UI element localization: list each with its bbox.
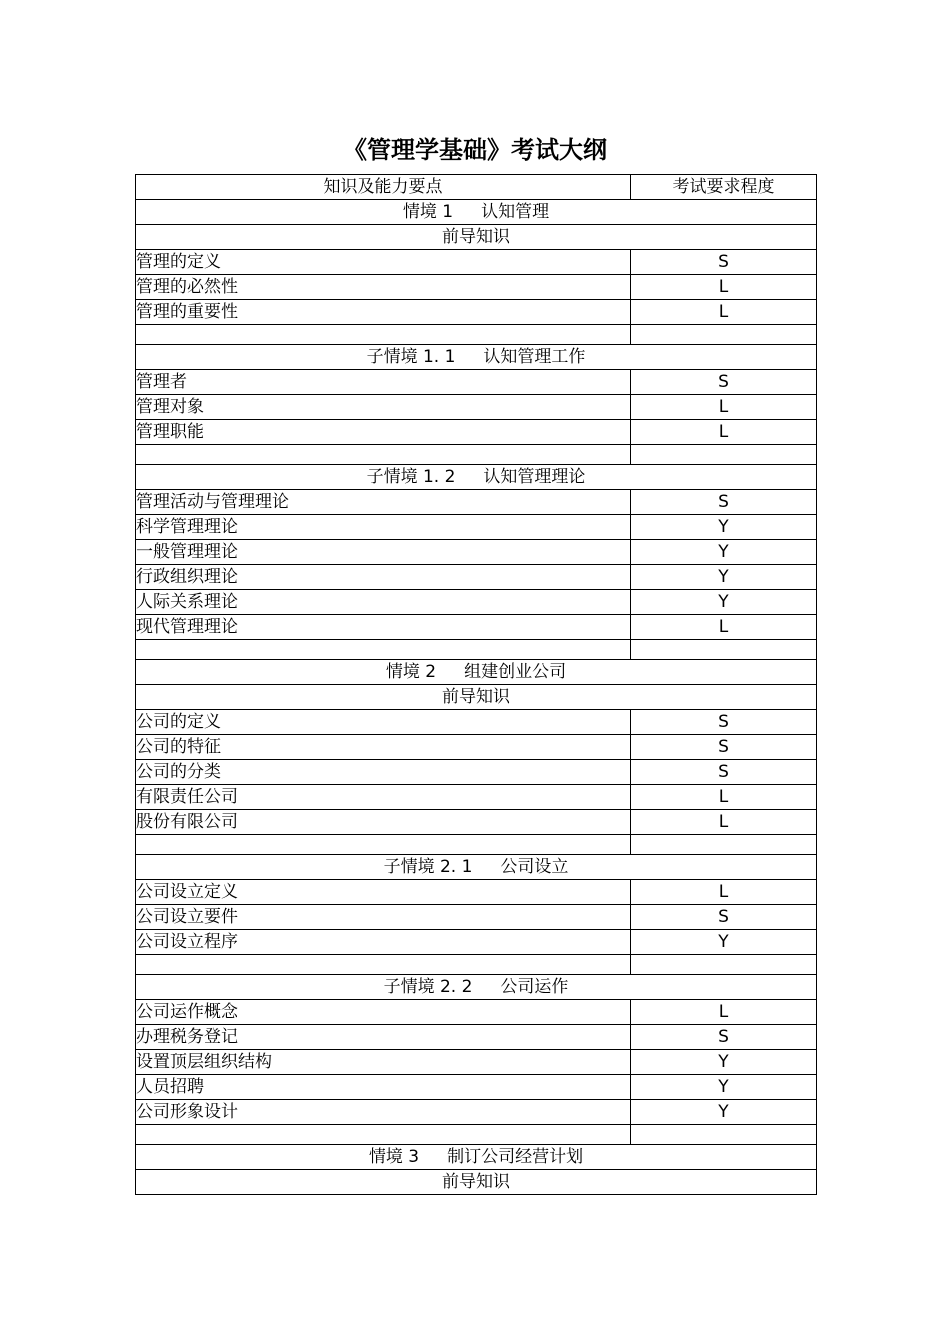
requirement-level: L bbox=[631, 420, 817, 445]
requirement-level: Y bbox=[631, 565, 817, 590]
requirement-level: L bbox=[631, 880, 817, 905]
section-title: 公司运作 bbox=[500, 977, 569, 997]
knowledge-point: 管理对象 bbox=[136, 395, 631, 420]
requirement-level: S bbox=[631, 735, 817, 760]
section-heading bbox=[136, 225, 817, 250]
requirement-level: S bbox=[631, 490, 817, 515]
section-number: 子情境 2. 1 bbox=[383, 857, 473, 877]
blank-cell bbox=[631, 1125, 817, 1145]
knowledge-point: 公司的定义 bbox=[136, 710, 631, 735]
section-row bbox=[136, 1145, 817, 1170]
requirement-level: S bbox=[631, 1025, 817, 1050]
blank-row bbox=[136, 835, 817, 855]
table-row bbox=[136, 1000, 817, 1025]
knowledge-point: 公司设立程序 bbox=[136, 930, 631, 955]
requirement-level: Y bbox=[631, 540, 817, 565]
table-row bbox=[136, 395, 817, 420]
requirement-level: S bbox=[631, 760, 817, 785]
section-row bbox=[136, 855, 817, 880]
blank-cell bbox=[631, 955, 817, 975]
section-heading bbox=[136, 685, 817, 710]
section-title: 前导知识 bbox=[442, 687, 510, 707]
section-heading bbox=[136, 345, 817, 370]
requirement-level: Y bbox=[631, 1075, 817, 1100]
table-row bbox=[136, 275, 817, 300]
header-knowledge: 知识及能力要点 bbox=[136, 175, 631, 200]
section-title: 公司设立 bbox=[500, 857, 569, 877]
section-number: 子情境 1. 2 bbox=[366, 467, 456, 487]
section-heading bbox=[136, 855, 817, 880]
section-row bbox=[136, 345, 817, 370]
requirement-level: L bbox=[631, 395, 817, 420]
requirement-level: S bbox=[631, 370, 817, 395]
blank-cell bbox=[631, 640, 817, 660]
table-row bbox=[136, 930, 817, 955]
section-title: 前导知识 bbox=[442, 1172, 510, 1192]
knowledge-point: 行政组织理论 bbox=[136, 565, 631, 590]
knowledge-point: 股份有限公司 bbox=[136, 810, 631, 835]
requirement-level: L bbox=[631, 1000, 817, 1025]
table-row bbox=[136, 810, 817, 835]
outline-body bbox=[136, 175, 817, 1195]
blank-row bbox=[136, 325, 817, 345]
section-heading bbox=[136, 200, 817, 225]
knowledge-point: 管理的定义 bbox=[136, 250, 631, 275]
table-row bbox=[136, 1075, 817, 1100]
knowledge-point: 人际关系理论 bbox=[136, 590, 631, 615]
table-row bbox=[136, 880, 817, 905]
table-row bbox=[136, 250, 817, 275]
requirement-level: S bbox=[631, 710, 817, 735]
section-row bbox=[136, 660, 817, 685]
requirement-level: S bbox=[631, 250, 817, 275]
blank-cell bbox=[136, 445, 631, 465]
knowledge-point: 设置顶层组织结构 bbox=[136, 1050, 631, 1075]
blank-row bbox=[136, 640, 817, 660]
section-title: 认知管理 bbox=[481, 202, 550, 222]
section-title: 前导知识 bbox=[442, 227, 510, 247]
table-row bbox=[136, 300, 817, 325]
section-title: 制订公司经营计划 bbox=[447, 1147, 584, 1167]
requirement-level: L bbox=[631, 785, 817, 810]
blank-cell bbox=[136, 1125, 631, 1145]
section-heading bbox=[136, 975, 817, 1000]
knowledge-point: 管理者 bbox=[136, 370, 631, 395]
section-title: 认知管理工作 bbox=[483, 347, 586, 367]
section-row bbox=[136, 465, 817, 490]
requirement-level: Y bbox=[631, 515, 817, 540]
section-row bbox=[136, 685, 817, 710]
knowledge-point: 公司形象设计 bbox=[136, 1100, 631, 1125]
blank-cell bbox=[631, 325, 817, 345]
requirement-level: Y bbox=[631, 930, 817, 955]
page-title: 《管理学基础》考试大纲 bbox=[343, 136, 607, 164]
table-row bbox=[136, 490, 817, 515]
header-row bbox=[136, 175, 817, 200]
table-row bbox=[136, 590, 817, 615]
table-row bbox=[136, 735, 817, 760]
knowledge-point: 一般管理理论 bbox=[136, 540, 631, 565]
knowledge-point: 管理活动与管理理论 bbox=[136, 490, 631, 515]
table-row bbox=[136, 565, 817, 590]
section-number: 情境 3 bbox=[368, 1147, 420, 1167]
section-number: 子情境 2. 2 bbox=[383, 977, 473, 997]
table-row bbox=[136, 905, 817, 930]
knowledge-point: 管理职能 bbox=[136, 420, 631, 445]
blank-cell bbox=[136, 835, 631, 855]
blank-cell bbox=[631, 835, 817, 855]
knowledge-point: 管理的重要性 bbox=[136, 300, 631, 325]
knowledge-point: 公司的分类 bbox=[136, 760, 631, 785]
table-row bbox=[136, 515, 817, 540]
table-row bbox=[136, 1025, 817, 1050]
outline-table bbox=[135, 174, 817, 1195]
table-row bbox=[136, 420, 817, 445]
blank-cell bbox=[136, 955, 631, 975]
knowledge-point: 公司设立要件 bbox=[136, 905, 631, 930]
table-row bbox=[136, 710, 817, 735]
blank-cell bbox=[136, 325, 631, 345]
section-row bbox=[136, 225, 817, 250]
knowledge-point: 现代管理理论 bbox=[136, 615, 631, 640]
section-heading bbox=[136, 465, 817, 490]
section-row bbox=[136, 975, 817, 1000]
requirement-level: Y bbox=[631, 1100, 817, 1125]
blank-cell bbox=[631, 445, 817, 465]
blank-cell bbox=[136, 640, 631, 660]
requirement-level: L bbox=[631, 615, 817, 640]
section-number: 情境 1 bbox=[402, 202, 454, 222]
knowledge-point: 公司运作概念 bbox=[136, 1000, 631, 1025]
knowledge-point: 科学管理理论 bbox=[136, 515, 631, 540]
knowledge-point: 有限责任公司 bbox=[136, 785, 631, 810]
knowledge-point: 公司设立定义 bbox=[136, 880, 631, 905]
section-heading bbox=[136, 1170, 817, 1195]
section-number: 情境 2 bbox=[385, 662, 437, 682]
requirement-level: S bbox=[631, 905, 817, 930]
section-number: 子情境 1. 1 bbox=[366, 347, 456, 367]
blank-row bbox=[136, 1125, 817, 1145]
section-row bbox=[136, 200, 817, 225]
table-row bbox=[136, 540, 817, 565]
blank-row bbox=[136, 955, 817, 975]
requirement-level: L bbox=[631, 275, 817, 300]
knowledge-point: 人员招聘 bbox=[136, 1075, 631, 1100]
table-row bbox=[136, 1100, 817, 1125]
knowledge-point: 管理的必然性 bbox=[136, 275, 631, 300]
header-requirement: 考试要求程度 bbox=[631, 175, 817, 200]
table-row bbox=[136, 370, 817, 395]
blank-row bbox=[136, 445, 817, 465]
section-title: 认知管理理论 bbox=[483, 467, 586, 487]
requirement-level: L bbox=[631, 300, 817, 325]
section-heading bbox=[136, 1145, 817, 1170]
section-row bbox=[136, 1170, 817, 1195]
requirement-level: Y bbox=[631, 1050, 817, 1075]
requirement-level: L bbox=[631, 810, 817, 835]
section-heading bbox=[136, 660, 817, 685]
table-row bbox=[136, 760, 817, 785]
table-row bbox=[136, 1050, 817, 1075]
knowledge-point: 办理税务登记 bbox=[136, 1025, 631, 1050]
requirement-level: Y bbox=[631, 590, 817, 615]
table-row bbox=[136, 615, 817, 640]
section-title: 组建创业公司 bbox=[464, 662, 567, 682]
knowledge-point: 公司的特征 bbox=[136, 735, 631, 760]
table-row bbox=[136, 785, 817, 810]
